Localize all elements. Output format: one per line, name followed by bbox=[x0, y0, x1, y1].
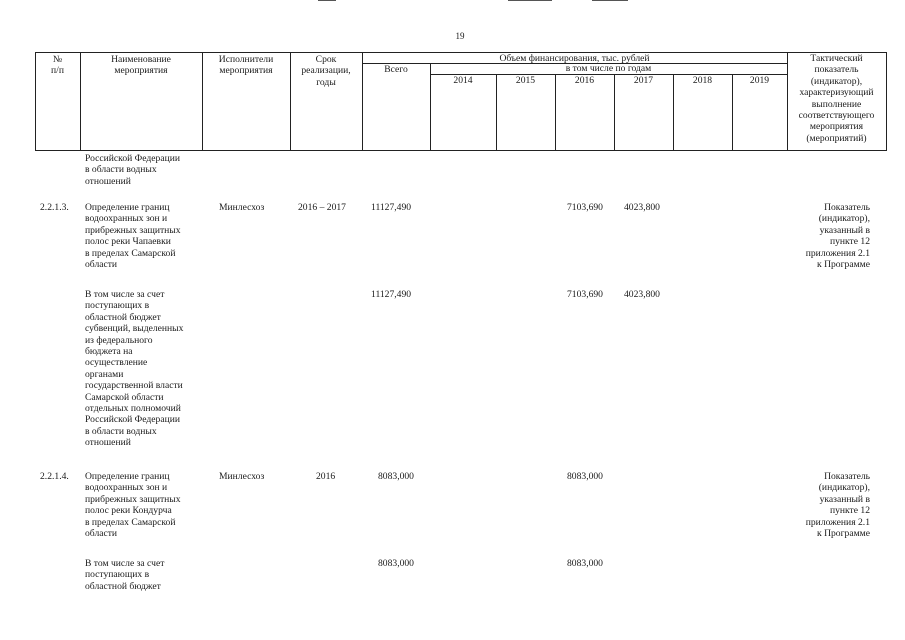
row-4-name: В том числе за счет поступающих в областной бюджет bbox=[85, 558, 165, 592]
header-by-years: в том числе по годам bbox=[565, 63, 652, 74]
scan-mark bbox=[508, 0, 552, 1]
header-year: 2019 bbox=[749, 75, 770, 86]
row-4-total: 8083,000 bbox=[378, 558, 414, 569]
header-year: 2018 bbox=[692, 75, 713, 86]
row-2-name: В том числе за счет поступающих в областной бюджет субвенций, выделенных из федерального бюджета на осуществление органами государственной власти Самарской области отдельных полномочий Российской Федерации в области водных отношений bbox=[85, 289, 184, 449]
row-3-executor: Минлесхоз bbox=[219, 471, 265, 482]
scan-mark bbox=[592, 0, 628, 1]
header-num: № п/п bbox=[51, 54, 64, 77]
row-2-2016: 7103,690 bbox=[567, 289, 603, 300]
header-indicator: Тактический показатель (индикатор), характеризующий выполнение соответствующего мероприятия (мероприятий) bbox=[798, 53, 875, 144]
row-1-indicator: Показатель (индикатор), указанный в пункте 12 приложения 2.1 к Программе bbox=[805, 202, 870, 271]
page-number: 19 bbox=[455, 31, 465, 41]
row-1-name: Определение границ водоохранных зон и прибрежных защитных полос реки Чапаевки в пределах Самарской области bbox=[85, 202, 181, 271]
row-4-2016: 8083,000 bbox=[567, 558, 603, 569]
row-1-term: 2016 – 2017 bbox=[298, 202, 346, 213]
row-1-2017: 4023,800 bbox=[624, 202, 660, 213]
row-1-2016: 7103,690 bbox=[567, 202, 603, 213]
header-col-line bbox=[886, 52, 887, 151]
row-3-term: 2016 bbox=[316, 471, 336, 482]
scan-mark bbox=[318, 0, 336, 1]
row-0-name: Российской Федерации в области водных отношений bbox=[85, 153, 180, 187]
row-1-total: 11127,490 bbox=[371, 202, 412, 213]
header-year: 2014 bbox=[453, 75, 473, 86]
header-term: Срок реализации, годы bbox=[301, 54, 351, 88]
row-3-2016: 8083,000 bbox=[567, 471, 603, 482]
row-2-2017: 4023,800 bbox=[624, 289, 660, 300]
header-total: Всего bbox=[384, 64, 408, 75]
row-3-indicator: Показатель (индикатор), указанный в пункте 12 приложения 2.1 к Программе bbox=[805, 471, 870, 540]
header-year: 2016 bbox=[574, 75, 595, 86]
row-3-total: 8083,000 bbox=[378, 471, 414, 482]
row-1-executor: Минлесхоз bbox=[219, 202, 265, 213]
row-3-num: 2.2.1.4. bbox=[40, 471, 69, 482]
header-name: Наименование мероприятия bbox=[111, 54, 171, 77]
header-executors: Исполнители мероприятия bbox=[218, 54, 274, 77]
row-2-total: 11127,490 bbox=[371, 289, 412, 300]
header-year: 2017 bbox=[633, 75, 654, 86]
header-year: 2015 bbox=[515, 75, 536, 86]
row-1-num: 2.2.1.3. bbox=[40, 202, 69, 213]
row-3-name: Определение границ водоохранных зон и прибрежных защитных полос реки Кондурча в пределах Самарской области bbox=[85, 471, 181, 540]
header-funding: Объем финансирования, тыс. рублей bbox=[499, 53, 650, 64]
header-bottom-border bbox=[35, 150, 886, 151]
